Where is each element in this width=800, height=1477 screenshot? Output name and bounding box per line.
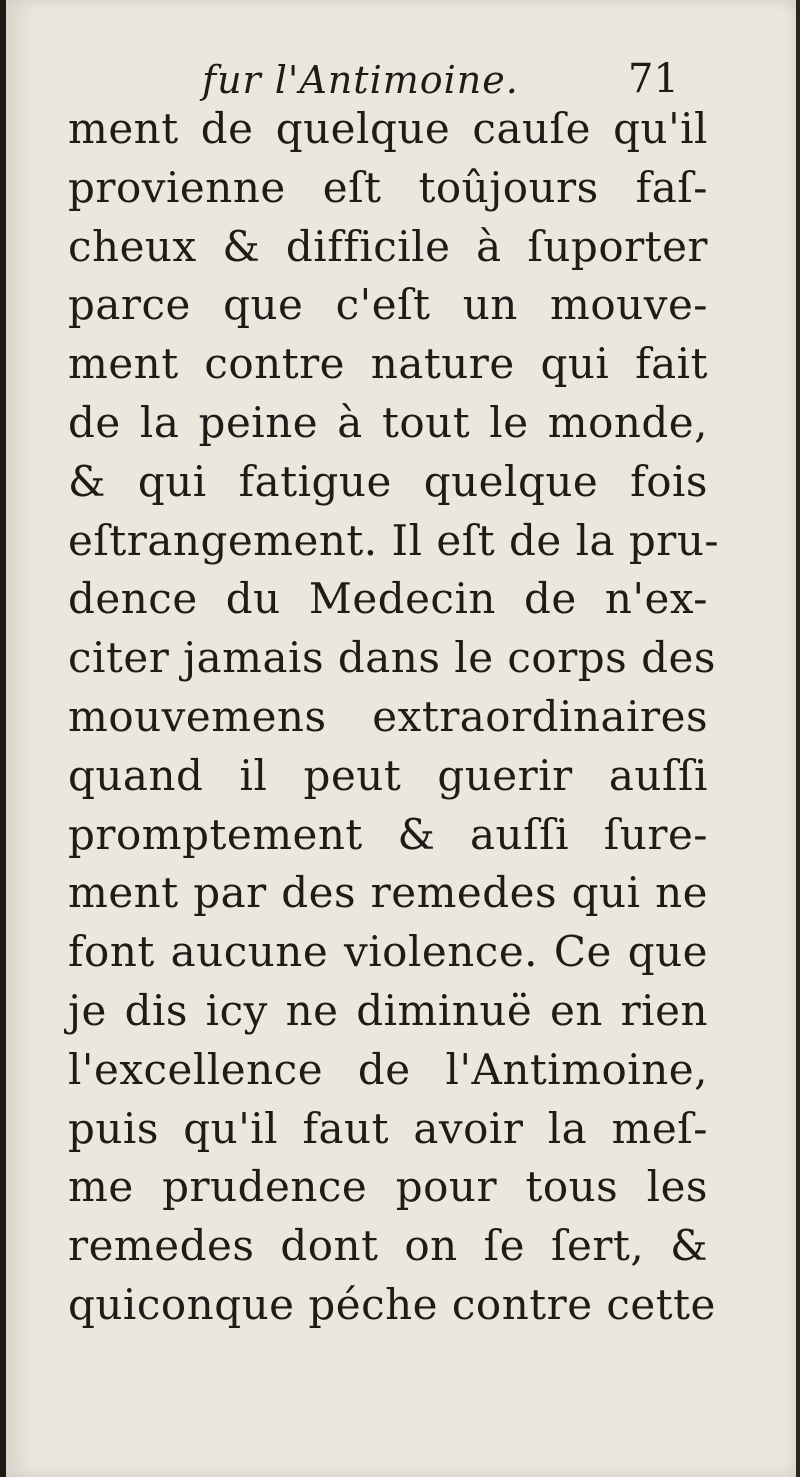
text-line: cheux & difficile à ſuporter — [68, 221, 708, 271]
text-line: quiconque péche contre cette — [68, 1279, 716, 1329]
text-line: ment par des remedes qui ne — [68, 868, 708, 918]
body-text — [68, 100, 720, 1335]
text-line: me prudence pour tous les — [68, 1162, 708, 1212]
text-line: puis qu'il faut avoir la meſ- — [68, 1103, 708, 1153]
text-line: font aucune violence. Ce que — [68, 927, 708, 977]
text-line: citer jamais dans le corps des — [68, 633, 716, 683]
text-line: remedes dont on ſe ſert, & — [68, 1221, 708, 1271]
text-line: promptement & auſſi ſure- — [68, 809, 708, 859]
text-line: ment de quelque cauſe qu'il — [68, 104, 708, 153]
running-title: fur l'Antimoine. — [202, 58, 519, 102]
text-line: ment contre nature qui fait — [68, 339, 708, 389]
text-line: & qui fatigue quelque fois — [68, 456, 708, 506]
text-line: mouvemens extraordinaires — [68, 691, 708, 741]
text-line: de la peine à tout le monde, — [68, 397, 708, 447]
book-page — [6, 0, 796, 1477]
text-line: je dis icy ne diminuë en rien — [68, 985, 708, 1035]
text-line: provienne eſt toûjours faſ- — [68, 162, 708, 212]
text-line: l'excellence de l'Antimoine, — [68, 1044, 708, 1094]
text-line: quand il peut guerir auſſi — [68, 750, 708, 800]
page-number: 71 — [628, 56, 679, 102]
text-line: dence du Medecin de n'ex- — [68, 574, 708, 624]
text-line: eſtrangement. Il eſt de la pru- — [68, 515, 720, 565]
text-line: parce que c'eſt un mouve- — [68, 280, 708, 330]
